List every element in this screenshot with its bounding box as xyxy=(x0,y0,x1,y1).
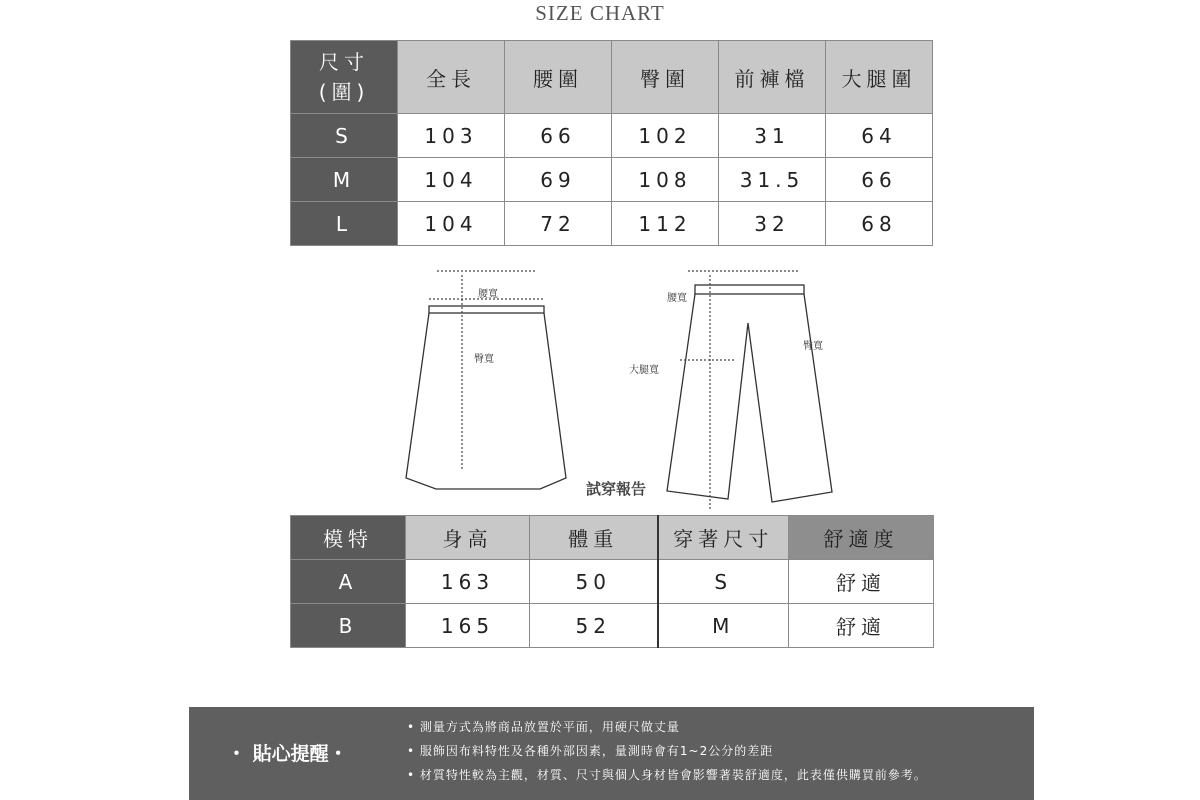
size-label: L xyxy=(291,202,398,246)
fit-cell: 舒適 xyxy=(789,560,934,604)
size-label: S xyxy=(291,114,398,158)
reminder-item: • 服飾因布料特性及各種外部因素，量測時會有1~2公分的差距 xyxy=(407,739,927,763)
pants-outline xyxy=(667,285,832,502)
fit-cell: 舒適 xyxy=(789,604,934,648)
size-cell: 68 xyxy=(826,202,933,246)
fit-cell: 52 xyxy=(530,604,658,648)
header-length: 全長 xyxy=(398,41,505,114)
size-label: M xyxy=(291,158,398,202)
reminder-heading: ・ 貼心提醒・ xyxy=(227,743,348,765)
size-corner-cell xyxy=(291,41,398,114)
fitting-row-a xyxy=(291,560,934,604)
header-thigh: 大腿圍 xyxy=(826,41,933,114)
reminder-item: • 測量方式為將商品放置於平面，用硬尺做丈量 xyxy=(407,715,927,739)
fit-cell: 50 xyxy=(530,560,658,604)
fitting-table-header-row xyxy=(291,516,934,560)
corner-label-line2: (圍) xyxy=(318,80,370,104)
size-row-m xyxy=(291,158,933,202)
size-cell: 32 xyxy=(719,202,826,246)
header-height: 身高 xyxy=(406,516,530,560)
size-cell: 103 xyxy=(398,114,505,158)
size-row-l xyxy=(291,202,933,246)
size-cell: 104 xyxy=(398,202,505,246)
model-label: A xyxy=(291,560,406,604)
size-table-header-row xyxy=(291,41,933,114)
size-cell: 31 xyxy=(719,114,826,158)
size-chart-title: SIZE CHART xyxy=(535,1,665,25)
model-label: B xyxy=(291,604,406,648)
header-comfort: 舒適度 xyxy=(789,516,934,560)
fit-cell: 163 xyxy=(406,560,530,604)
size-cell: 31.5 xyxy=(719,158,826,202)
size-table xyxy=(290,40,933,246)
size-cell: 69 xyxy=(505,158,612,202)
fit-cell: S xyxy=(658,560,789,604)
header-front-rise: 前褲檔 xyxy=(719,41,826,114)
size-cell: 64 xyxy=(826,114,933,158)
size-row-s xyxy=(291,114,933,158)
skirt-outline xyxy=(406,306,566,489)
size-cell: 102 xyxy=(612,114,719,158)
reminder-list xyxy=(407,715,927,787)
size-cell: 66 xyxy=(826,158,933,202)
header-waist: 腰圍 xyxy=(505,41,612,114)
skirt-waist-label: 腰寬 xyxy=(478,289,498,300)
header-weight: 體重 xyxy=(530,516,658,560)
fitting-table xyxy=(290,515,934,648)
garment-diagram xyxy=(0,255,1200,515)
fitting-report-title: 試穿報告 xyxy=(586,480,647,498)
fit-cell: 165 xyxy=(406,604,530,648)
size-cell: 112 xyxy=(612,202,719,246)
fitting-row-b xyxy=(291,604,934,648)
header-hip: 臀圍 xyxy=(612,41,719,114)
reminder-box xyxy=(189,707,1034,800)
size-cell: 108 xyxy=(612,158,719,202)
skirt-hip-label: 臀寬 xyxy=(474,354,494,365)
header-worn-size: 穿著尺寸 xyxy=(658,516,789,560)
pants-hip-label: 臀寬 xyxy=(803,341,823,352)
reminder-item: • 材質特性較為主觀，材質、尺寸與個人身材皆會影響著裝舒適度，此表僅供購買前參考。 xyxy=(407,763,927,787)
size-cell: 66 xyxy=(505,114,612,158)
size-cell: 104 xyxy=(398,158,505,202)
fit-cell: M xyxy=(658,604,789,648)
pants-waist-label: 腰寬 xyxy=(667,293,687,304)
corner-label-line1: 尺寸 xyxy=(319,50,369,74)
pants-thigh-label: 大腿寬 xyxy=(629,365,659,376)
header-model: 模特 xyxy=(291,516,406,560)
size-cell: 72 xyxy=(505,202,612,246)
